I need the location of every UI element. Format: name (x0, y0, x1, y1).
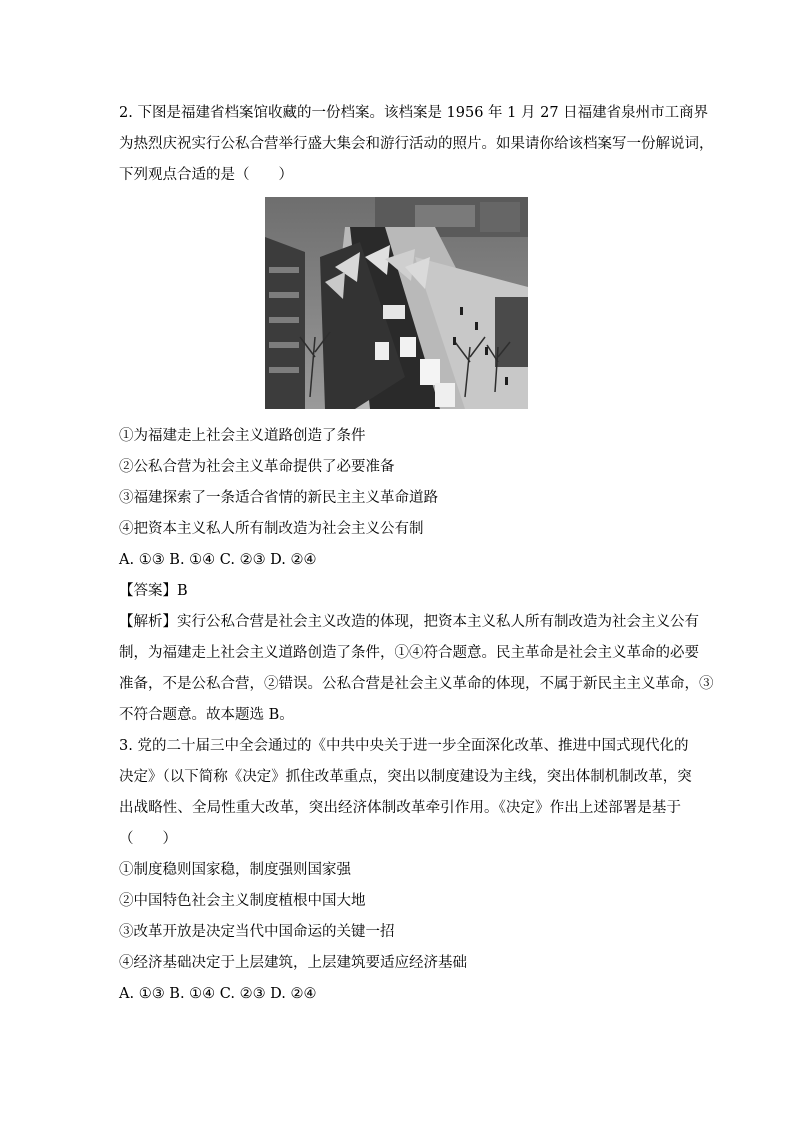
q3-stem-line-4: （ ） (119, 831, 177, 847)
q3-option-2: ②中国特色社会主义制度植根中国大地 (119, 893, 366, 909)
q3-stem-line-2: 决定》（以下简称《决定》抓住改革重点，突出以制度建设为主线，突出体制机制改革，突 (119, 769, 692, 785)
q2-analysis-line-4: 不符合题意。故本题选 B。 (119, 707, 294, 723)
q3-stem-line-3: 出战略性、全局性重大改革，突出经济体制改革牵引作用。《决定》作出上述部署是基于 (119, 800, 681, 816)
q3-option-3: ③改革开放是决定当代中国命运的关键一招 (119, 924, 395, 940)
q2-option-1: ①为福建走上社会主义道路创造了条件 (119, 428, 366, 444)
q2-stem-line-3: 下列观点合适的是（ ） (119, 167, 293, 183)
q3-choices: A. ①③ B. ①④ C. ②③ D. ②④ (119, 986, 317, 1002)
q2-choices: A. ①③ B. ①④ C. ②③ D. ②④ (119, 552, 317, 568)
q3-option-4: ④经济基础决定于上层建筑，上层建筑要适应经济基础 (119, 955, 467, 971)
q2-stem-line-1: 2. 下图是福建省档案馆收藏的一份档案。该档案是 1956 年 1 月 27 日福建省泉州市工商界 (119, 105, 709, 121)
q2-stem-line-2: 为热烈庆祝实行公私合营举行盛大集会和游行活动的照片。如果请你给该档案写一份解说词， (119, 136, 714, 152)
q2-answer: 【答案】B (119, 583, 188, 599)
q2-analysis-line-3: 准备，不是公私合营，②错误。公私合营是社会主义革命的体现，不属于新民主主义革命，③ (119, 676, 714, 692)
archive-parade-photo (265, 197, 528, 409)
q2-option-3: ③福建探索了一条适合省情的新民主主义革命道路 (119, 490, 438, 506)
q2-analysis-line-1: 【解析】实行公私合营是社会主义改造的体现，把资本主义私人所有制改造为社会主义公有 (119, 614, 699, 630)
q3-stem-line-1: 3. 党的二十届三中全会通过的《中共中央关于进一步全面深化改革、推进中国式现代化的 (119, 738, 689, 754)
q3-option-1: ①制度稳则国家稳，制度强则国家强 (119, 862, 351, 878)
q2-option-4: ④把资本主义私人所有制改造为社会主义公有制 (119, 521, 424, 537)
q2-option-2: ②公私合营为社会主义革命提供了必要准备 (119, 459, 395, 475)
q2-analysis-line-2: 制，为福建走上社会主义道路创造了条件，①④符合题意。民主革命是社会主义革命的必要 (119, 645, 699, 661)
